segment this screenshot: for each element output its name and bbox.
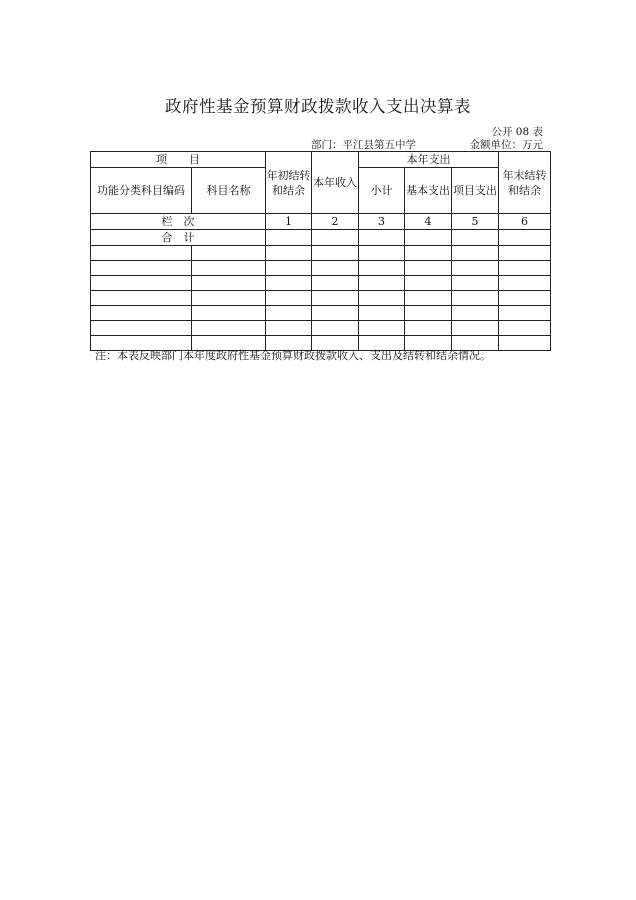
table-cell [452,306,499,321]
table-row [91,246,551,261]
table-cell [312,276,359,291]
table-cell [312,306,359,321]
table-cell [266,261,312,276]
table-cell [266,291,312,306]
table-cell [359,261,405,276]
table-cell [91,291,192,306]
header-subject-name: 科目名称 [192,168,266,214]
table-cell [452,230,499,246]
table-cell [312,321,359,336]
header-closing-balance: 年末结转和结余 [499,152,551,214]
table-cell [192,246,266,261]
column-number: 1 [266,214,312,230]
column-number: 6 [499,214,551,230]
table-cell [499,306,551,321]
table-cell [91,261,192,276]
table-cell [452,321,499,336]
column-number: 2 [312,214,359,230]
header-function-code: 功能分类科目编码 [91,168,192,214]
table-cell [499,261,551,276]
table-cell [266,306,312,321]
form-number: 公开 08 表 [491,126,543,138]
table-cell [452,291,499,306]
table-cell [405,246,452,261]
table-cell [312,261,359,276]
table-cell [266,230,312,246]
table-cell [499,321,551,336]
table-cell [359,321,405,336]
header-item: 项 目 [91,152,266,168]
table-cell [312,230,359,246]
budget-table [90,151,551,351]
table-cell [192,291,266,306]
table-footnote: 注：本表反映部门本年度政府性基金预算财政拨款收入、支出及结转和结余情况。 [95,349,491,362]
table-cell [192,306,266,321]
table-cell [359,291,405,306]
header-opening-balance: 年初结转和结余 [266,152,312,214]
table-row [91,291,551,306]
table-row [91,321,551,336]
table-cell [405,321,452,336]
table-cell [499,230,551,246]
table-cell [91,306,192,321]
column-number: 3 [359,214,405,230]
table-cell [359,306,405,321]
amount-unit-label: 金额单位：万元 [469,139,543,151]
table-cell [91,276,192,291]
table-cell [266,276,312,291]
header-basic-expense: 基本支出 [405,168,452,214]
table-row [91,306,551,321]
column-number: 5 [452,214,499,230]
table-cell [359,246,405,261]
table-cell [192,276,266,291]
table-cell [91,246,192,261]
table-row [91,261,551,276]
department-label: 部门：平江县第五中学 [311,139,416,151]
table-cell [405,306,452,321]
table-cell [405,261,452,276]
table-cell [192,261,266,276]
table-cell [266,246,312,261]
header-subtotal: 小计 [359,168,405,214]
table-cell [359,230,405,246]
column-number: 4 [405,214,452,230]
table-cell [405,230,452,246]
total-row [91,230,551,246]
table-cell [452,246,499,261]
page-title: 政府性基金预算财政拨款收入支出决算表 [165,97,471,116]
header-current-income: 本年收入 [312,152,359,214]
table-cell [405,276,452,291]
column-number-label: 栏 次 [91,214,266,230]
table-cell [192,321,266,336]
table-cell [452,261,499,276]
header-current-expense: 本年支出 [359,152,499,168]
table-cell [499,291,551,306]
table-cell [312,291,359,306]
table-cell [499,276,551,291]
table-cell [359,276,405,291]
total-label: 合 计 [91,230,266,246]
table-cell [91,321,192,336]
table-cell [266,321,312,336]
table-cell [499,336,551,351]
header-project-expense: 项目支出 [452,168,499,214]
table-cell [452,276,499,291]
table-row [91,276,551,291]
table-cell [405,291,452,306]
table-cell [312,246,359,261]
table-cell [499,246,551,261]
